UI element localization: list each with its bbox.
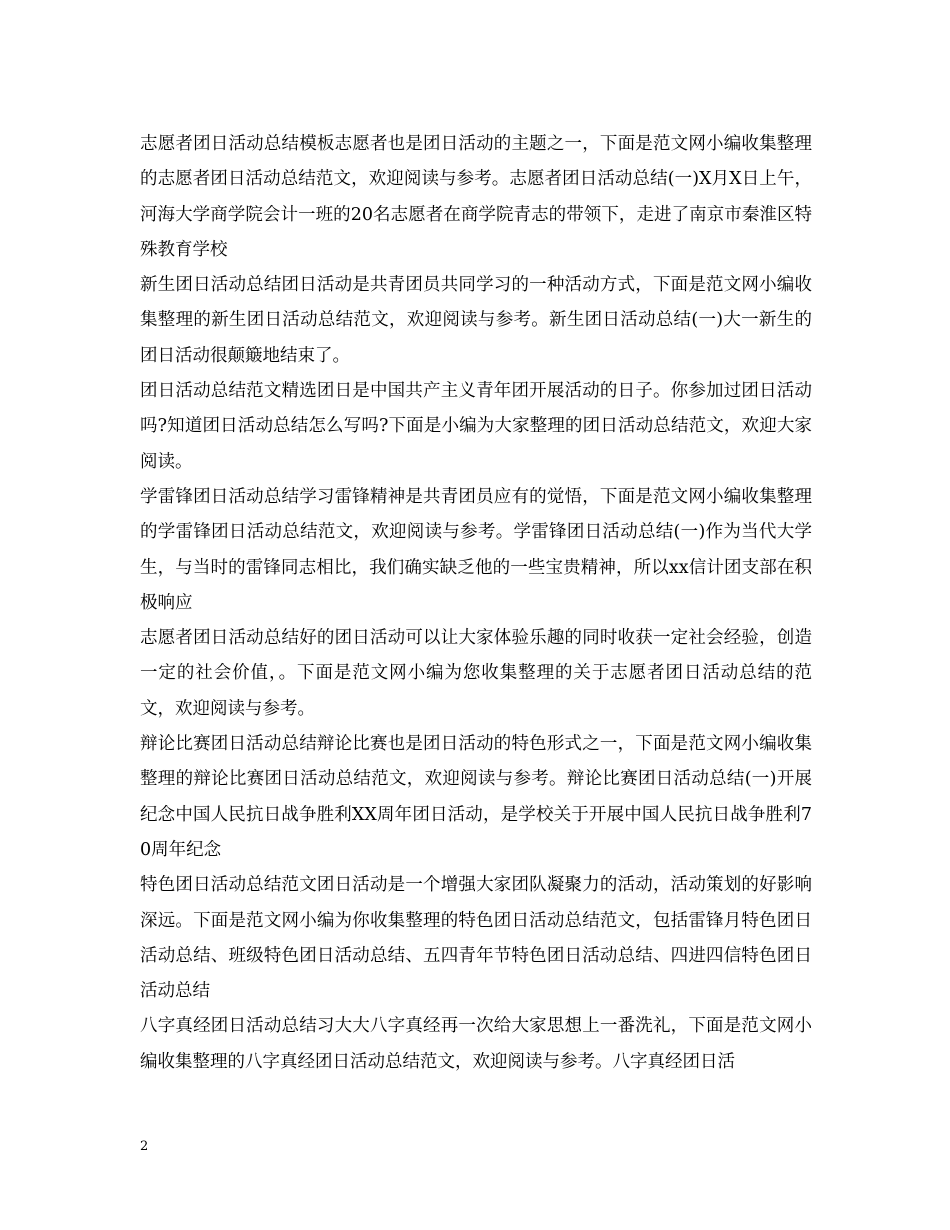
page-number: 2 bbox=[140, 1139, 149, 1154]
paragraph-debate-competition: 辩论比赛团日活动总结辩论比赛也是团日活动的特色形式之一，下面是范文网小编收集整理的辩论比赛团日活动总结范文，欢迎阅读与参考。辩论比赛团日活动总结(一)开展纪念中国人民抗日战争胜利XX周年团日活动，是学校关于开展中国人民抗日战争胜利70周年纪念 bbox=[140, 734, 812, 860]
paragraph-freshman-activity: 新生团日活动总结团日活动是共青团员共同学习的一种活动方式，下面是范文网小编收集整理的新生团日活动总结范文，欢迎阅读与参考。新生团日活动总结(一)大一新生的团日活动很颠簸地结束了。 bbox=[140, 275, 812, 366]
document-body bbox=[140, 127, 812, 1080]
paragraph-learn-leifeng: 学雷锋团日活动总结学习雷锋精神是共青团员应有的觉悟，下面是范文网小编收集整理的学雷锋团日活动总结范文，欢迎阅读与参考。学雷锋团日活动总结(一)作为当代大学生，与当时的雷锋同志相比，我们确实缺乏他的一些宝贵精神，所以xx信计团支部在积极响应 bbox=[140, 486, 812, 613]
paragraph-eight-words: 八字真经团日活动总结习大大八字真经再一次给大家思想上一番洗礼，下面是范文网小编收集整理的八字真经团日活动总结范文，欢迎阅读与参考。八字真经团日活 bbox=[140, 1016, 812, 1072]
paragraph-volunteer-summary: 志愿者团日活动总结好的团日活动可以让大家体验乐趣的同时收获一定社会经验，创造一定的社会价值，。下面是范文网小编为您收集整理的关于志愿者团日活动总结的范文，欢迎阅读与参考。 bbox=[140, 628, 812, 719]
paragraph-special-activity: 特色团日活动总结范文团日活动是一个增强大家团队凝聚力的活动，活动策划的好影响深远。下面是范文网小编为你收集整理的特色团日活动总结范文，包括雷锋月特色团日活动总结、班级特色团日活动总结、五四青年节特色团日活动总结、四进四信特色团日活动总结 bbox=[140, 875, 812, 1002]
paragraph-selected-summary: 团日活动总结范文精选团日是中国共产主义青年团开展活动的日子。你参加过团日活动吗?知道团日活动总结怎么写吗?下面是小编为大家整理的团日活动总结范文，欢迎大家阅读。 bbox=[140, 381, 812, 472]
paragraph-volunteer-template: 志愿者团日活动总结模板志愿者也是团日活动的主题之一，下面是范文网小编收集整理的志愿者团日活动总结范文，欢迎阅读与参考。志愿者团日活动总结(一)X月X日上午，河海大学商学院会计一班的20名志愿者在商学院青志的带领下，走进了南京市秦淮区特殊教育学校 bbox=[140, 134, 812, 260]
